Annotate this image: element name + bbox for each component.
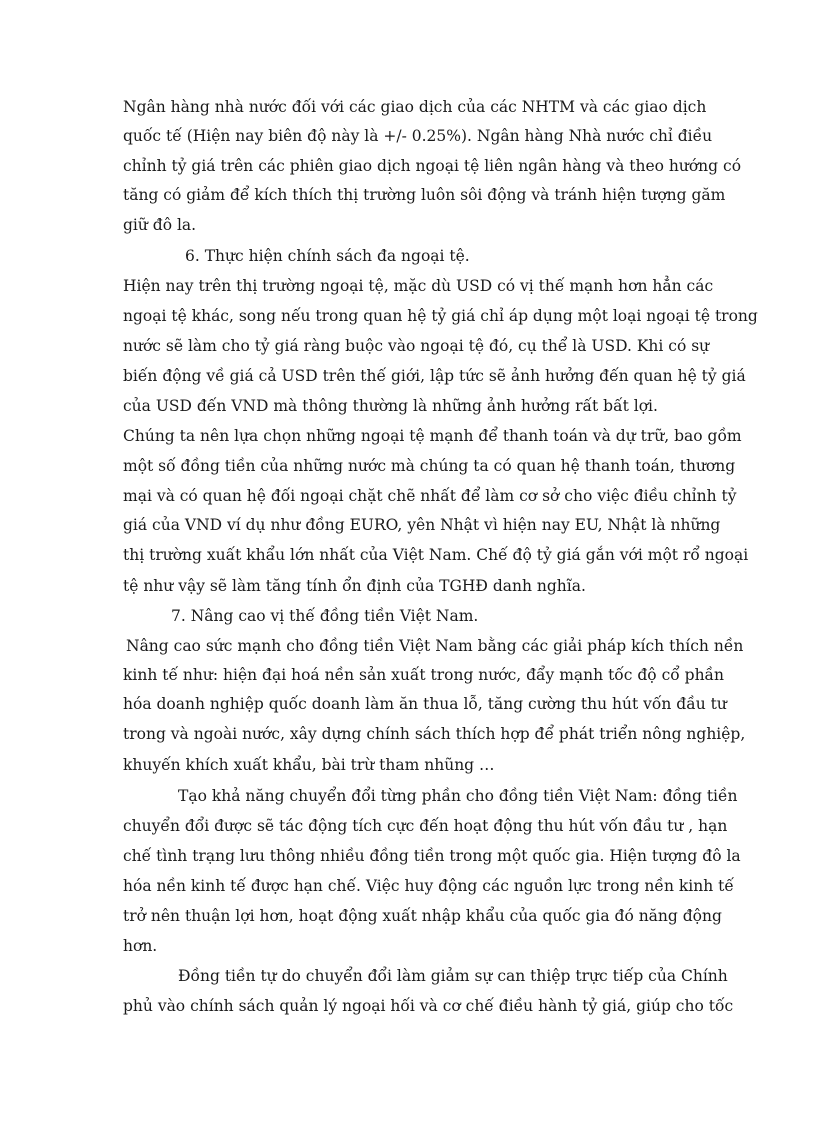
paragraph-line: Chúng ta nên lựa chọn những ngoại tệ mạnh để thanh toán và dự trữ, bao gồm [123, 427, 742, 445]
paragraph-line: phủ vào chính sách quản lý ngoại hối và cơ chế điều hành tỷ giá, giúp cho tốc [123, 997, 734, 1015]
section-heading-6: 6. Thực hiện chính sách đa ngoại tệ. [185, 247, 470, 265]
paragraph-line: trong và ngoài nước, xây dựng chính sách thích hợp để phát triển nông nghiệp, [123, 725, 746, 743]
paragraph-line: kinh tế như: hiện đại hoá nền sản xuất trong nước, đẩy mạnh tốc độ cổ phần [123, 666, 725, 684]
paragraph-line: tăng có giảm để kích thích thị trường luôn sôi động và tránh hiện tượng găm [123, 186, 726, 204]
paragraph-line: nước sẽ làm cho tỷ giá ràng buộc vào ngoại tệ đó, cụ thể là USD. Khi có sự [123, 337, 710, 355]
paragraph-line: tệ như vậy sẽ làm tăng tính ổn định của TGHĐ danh nghĩa. [123, 577, 586, 595]
paragraph-line: mại và có quan hệ đối ngoại chặt chẽ nhất để làm cơ sở cho việc điều chỉnh tỷ [123, 487, 737, 505]
paragraph-line: Tạo khả năng chuyển đổi từng phần cho đồng tiền Việt Nam: đồng tiền [178, 787, 738, 805]
paragraph-line: trở nên thuận lợi hơn, hoạt động xuất nhập khẩu của quốc gia đó năng động [123, 907, 722, 925]
paragraph-line: khuyến khích xuất khẩu, bài trừ tham nhũng … [123, 756, 495, 774]
paragraph-line: ngoại tệ khác, song nếu trong quan hệ tỷ giá chỉ áp dụng một loại ngoại tệ trong [123, 307, 758, 325]
paragraph-line: chế tình trạng lưu thông nhiều đồng tiền trong một quốc gia. Hiện tượng đô la [123, 847, 741, 865]
paragraph-line: Hiện nay trên thị trường ngoại tệ, mặc dù USD có vị thế mạnh hơn hẳn các [123, 277, 714, 295]
paragraph-line: hơn. [123, 937, 158, 955]
paragraph-line: hóa doanh nghiệp quốc doanh làm ăn thua lỗ, tăng cường thu hút vốn đầu tư [123, 695, 727, 713]
section-heading-7: 7. Nâng cao vị thế đồng tiền Việt Nam. [171, 607, 479, 625]
paragraph-line: thị trường xuất khẩu lớn nhất của Việt Nam. Chế độ tỷ giá gắn với một rổ ngoại [123, 546, 749, 564]
paragraph-line: quốc tế (Hiện nay biên độ này là +/- 0.25%). Ngân hàng Nhà nước chỉ điều [123, 127, 713, 145]
paragraph-line: hóa nền kinh tế được hạn chế. Việc huy động các nguồn lực trong nền kinh tế [123, 877, 734, 895]
paragraph-line: giữ đô la. [123, 216, 197, 234]
paragraph-line: giá của VND ví dụ như đồng EURO, yên Nhật vì hiện nay EU, Nhật là những [123, 516, 721, 534]
paragraph-line: chỉnh tỷ giá trên các phiên giao dịch ngoại tệ liên ngân hàng và theo hướng có [123, 157, 742, 175]
paragraph-line: Đồng tiền tự do chuyển đổi làm giảm sự can thiệp trực tiếp của Chính [178, 967, 728, 985]
paragraph-line: của USD đến VND mà thông thường là những ảnh hưởng rất bất lợi. [123, 397, 658, 415]
paragraph-line: một số đồng tiền của những nước mà chúng ta có quan hệ thanh toán, thương [123, 457, 736, 475]
paragraph-line: Nâng cao sức mạnh cho đồng tiền Việt Nam bằng các giải pháp kích thích nền [126, 637, 744, 655]
paragraph-line: Ngân hàng nhà nước đối với các giao dịch của các NHTM và các giao dịch [123, 98, 707, 116]
paragraph-line: biến động về giá cả USD trên thế giới, lập tức sẽ ảnh hưởng đến quan hệ tỷ giá [123, 367, 746, 385]
paragraph-line: chuyển đổi được sẽ tác động tích cực đến hoạt động thu hút vốn đầu tư , hạn [123, 817, 728, 835]
